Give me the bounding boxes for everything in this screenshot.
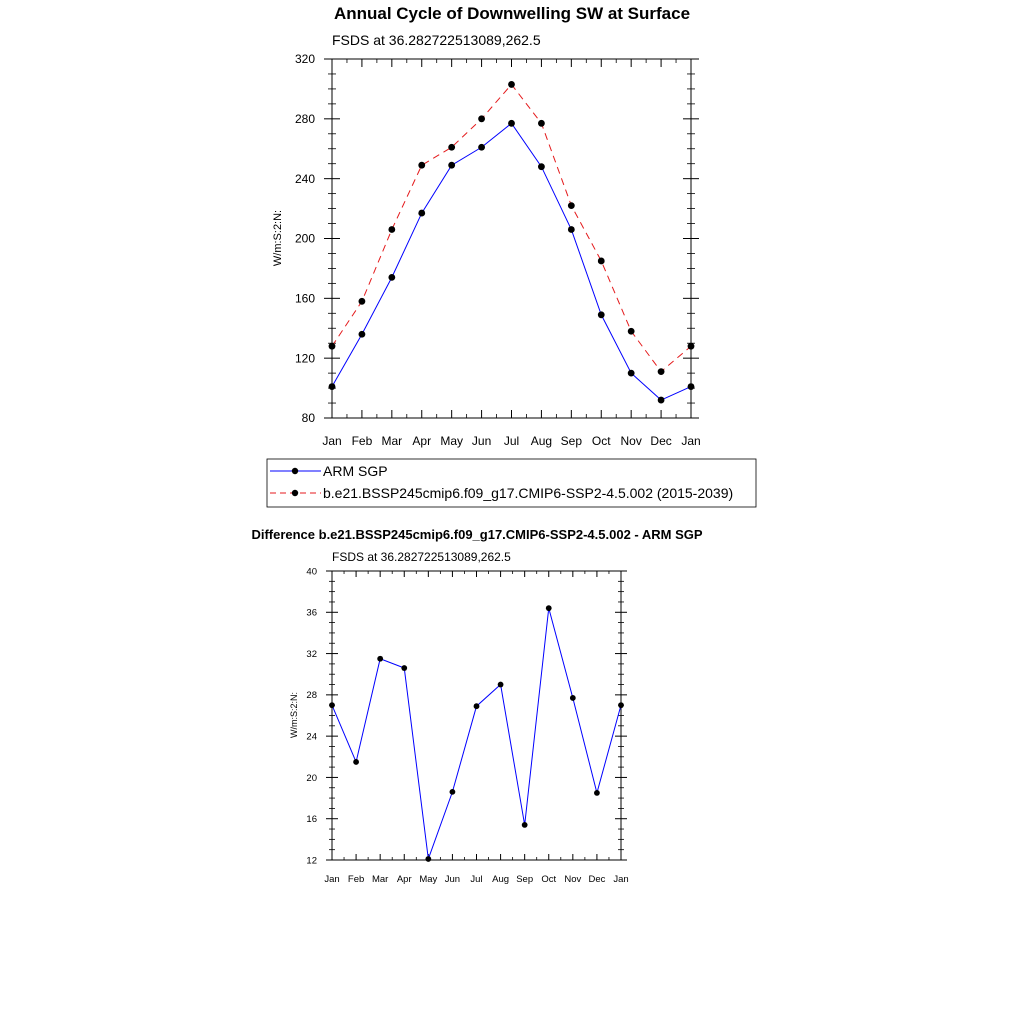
data-point <box>388 274 395 281</box>
data-point <box>418 162 425 169</box>
x-tick-label: Sep <box>560 434 583 448</box>
x-tick-label: May <box>419 874 438 885</box>
data-point <box>498 682 504 688</box>
y-tick-label: 320 <box>294 52 315 67</box>
data-point <box>508 81 515 88</box>
data-point <box>546 605 552 611</box>
y-tick-label: 32 <box>306 648 317 660</box>
y-axis-label: W/m:S:2:N: <box>272 209 284 267</box>
y-tick-label: 240 <box>294 171 315 186</box>
y-tick-label: 28 <box>306 690 317 702</box>
data-point <box>628 370 635 377</box>
x-tick-label: Nov <box>620 434 642 448</box>
y-tick-label: 200 <box>294 231 315 246</box>
x-tick-label: Mar <box>371 874 389 885</box>
x-tick-label: Aug <box>492 874 510 885</box>
data-point <box>618 702 624 708</box>
x-tick-label: Jun <box>471 434 492 448</box>
x-tick-label: Jun <box>444 874 461 885</box>
data-point <box>353 759 359 765</box>
x-tick-label: Oct <box>591 434 611 448</box>
chart-subtitle: FSDS at 36.282722513089,262.5 <box>332 550 511 564</box>
data-point <box>594 790 600 796</box>
x-tick-label: Dec <box>650 434 672 448</box>
chart-subtitle: FSDS at 36.282722513089,262.5 <box>332 32 541 48</box>
y-tick-label: 280 <box>294 112 315 127</box>
data-point <box>538 163 545 170</box>
data-point <box>329 343 336 350</box>
data-point <box>598 258 605 265</box>
legend-marker <box>292 490 298 496</box>
x-tick-label: Jul <box>503 434 520 448</box>
x-tick-label: Jan <box>322 434 342 448</box>
x-tick-label: Jan <box>613 874 629 885</box>
data-point <box>478 115 485 122</box>
x-tick-label: Jan <box>324 874 340 885</box>
data-point <box>377 656 383 662</box>
x-tick-label: Apr <box>412 434 432 448</box>
data-point <box>568 202 575 209</box>
y-tick-label: 16 <box>306 814 317 826</box>
x-tick-label: Mar <box>381 434 403 448</box>
chart-title: Difference b.e21.BSSP245cmip6.f09_g17.CMIP6-SSP2-4.5.002 - ARM SGP <box>251 527 703 542</box>
data-point <box>418 210 425 217</box>
y-tick-label: 120 <box>294 351 315 366</box>
legend-label: ARM SGP <box>323 463 388 479</box>
data-point <box>568 226 575 233</box>
x-tick-label: Nov <box>564 874 582 885</box>
data-point <box>359 331 366 338</box>
chart-title: Annual Cycle of Downwelling SW at Surface <box>333 4 691 23</box>
data-point <box>388 226 395 233</box>
data-point <box>598 311 605 318</box>
y-axis-label: W/m:S:2:N: <box>289 691 299 739</box>
data-point <box>425 856 431 862</box>
data-point <box>658 397 665 404</box>
data-point <box>474 703 480 709</box>
y-tick-label: 20 <box>306 772 317 784</box>
legend-marker <box>292 468 298 474</box>
data-point <box>688 343 695 350</box>
data-point <box>478 144 485 151</box>
y-tick-label: 24 <box>306 731 317 743</box>
data-point <box>658 368 665 375</box>
data-point <box>329 702 335 708</box>
x-tick-label: Aug <box>530 434 553 448</box>
y-tick-label: 80 <box>301 411 315 426</box>
x-tick-label: May <box>440 434 464 448</box>
x-tick-label: Feb <box>351 434 373 448</box>
data-point <box>401 665 407 671</box>
data-point <box>329 383 336 390</box>
x-tick-label: Dec <box>588 874 606 885</box>
y-tick-label: 40 <box>306 566 317 578</box>
data-point <box>570 695 576 701</box>
y-tick-label: 36 <box>306 607 317 619</box>
x-tick-label: Jan <box>681 434 701 448</box>
data-point <box>628 328 635 335</box>
x-tick-label: Feb <box>347 874 365 885</box>
x-tick-label: Jul <box>470 874 483 885</box>
x-tick-label: Apr <box>396 874 412 885</box>
y-tick-label: 12 <box>306 855 317 867</box>
data-point <box>450 789 456 795</box>
data-point <box>538 120 545 127</box>
data-point <box>448 162 455 169</box>
y-tick-label: 160 <box>294 291 315 306</box>
legend-item-model <box>270 485 733 501</box>
data-point <box>508 120 515 127</box>
data-point <box>522 822 528 828</box>
x-tick-label: Oct <box>541 874 557 885</box>
legend-label: b.e21.BSSP245cmip6.f09_g17.CMIP6-SSP2-4.5.002 (2015-2039) <box>323 485 734 501</box>
data-point <box>688 383 695 390</box>
x-tick-label: Sep <box>516 874 534 885</box>
data-point <box>359 298 366 305</box>
data-point <box>448 144 455 151</box>
